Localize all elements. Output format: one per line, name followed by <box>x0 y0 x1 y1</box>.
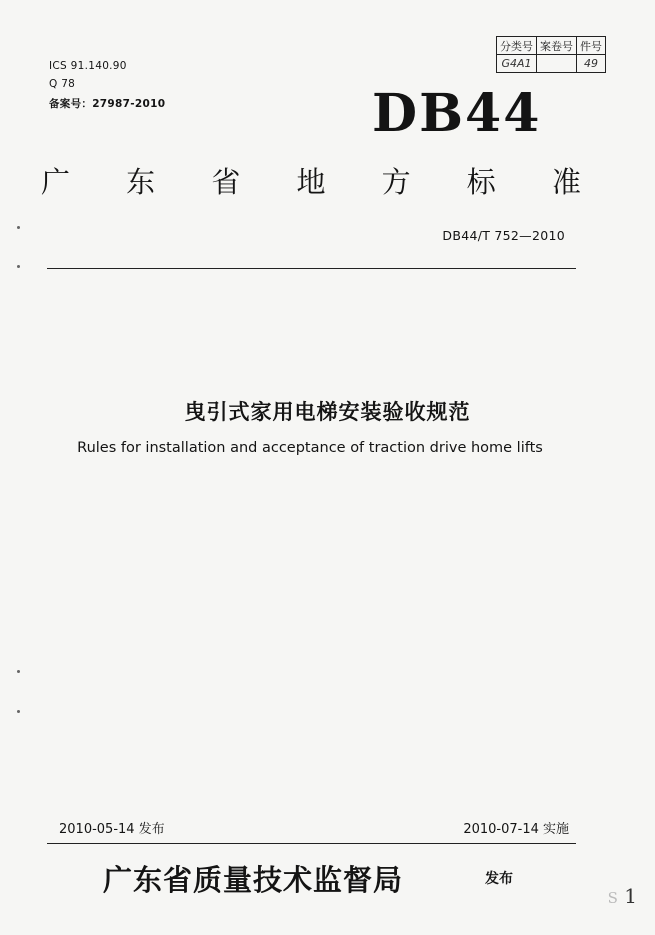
issuing-category-heading <box>41 160 581 201</box>
title-chinese: 曳引式家用电梯安装验收规范 <box>184 400 471 424</box>
archive-header-category: 分类号 <box>497 37 537 55</box>
issue-date: 2010-05-14 发布 <box>59 822 165 837</box>
org-char: 广 <box>41 165 71 199</box>
ccs-code: Q 78 <box>49 78 76 90</box>
archive-header-file: 案卷号 <box>537 37 577 55</box>
publish-label: 发布 <box>485 871 513 887</box>
record-number: 备案号：27987-2010 <box>49 98 166 110</box>
archive-value-item: 49 <box>577 55 606 73</box>
scan-speck <box>17 226 20 229</box>
org-char: 省 <box>211 165 241 199</box>
org-char: 地 <box>296 165 326 199</box>
org-char: 标 <box>466 165 496 199</box>
org-char: 准 <box>551 165 581 199</box>
page-number <box>608 884 637 908</box>
org-char: 东 <box>126 165 156 199</box>
bottom-divider <box>47 843 576 844</box>
scan-speck <box>17 710 20 713</box>
page-prefix: S <box>607 889 618 907</box>
issuing-bureau: 广东省质量技术监督局 <box>103 863 404 897</box>
standard-code-logo: DB44 <box>372 83 542 144</box>
ics-code: ICS 91.140.90 <box>49 60 127 72</box>
page-number-value: 1 <box>624 884 637 908</box>
scan-speck <box>17 670 20 673</box>
archive-header-item: 件号 <box>577 37 606 55</box>
org-char: 方 <box>381 165 411 199</box>
standard-number: DB44/T 752—2010 <box>442 228 565 243</box>
archive-value-file <box>537 55 577 73</box>
title-english: Rules for installation and acceptance of traction drive home lifts <box>77 440 543 456</box>
archive-stamp-table <box>496 36 606 73</box>
archive-value-category: G4A1 <box>497 55 537 73</box>
top-divider <box>47 268 576 269</box>
implementation-date: 2010-07-14 实施 <box>463 822 569 837</box>
scan-speck <box>17 265 20 268</box>
